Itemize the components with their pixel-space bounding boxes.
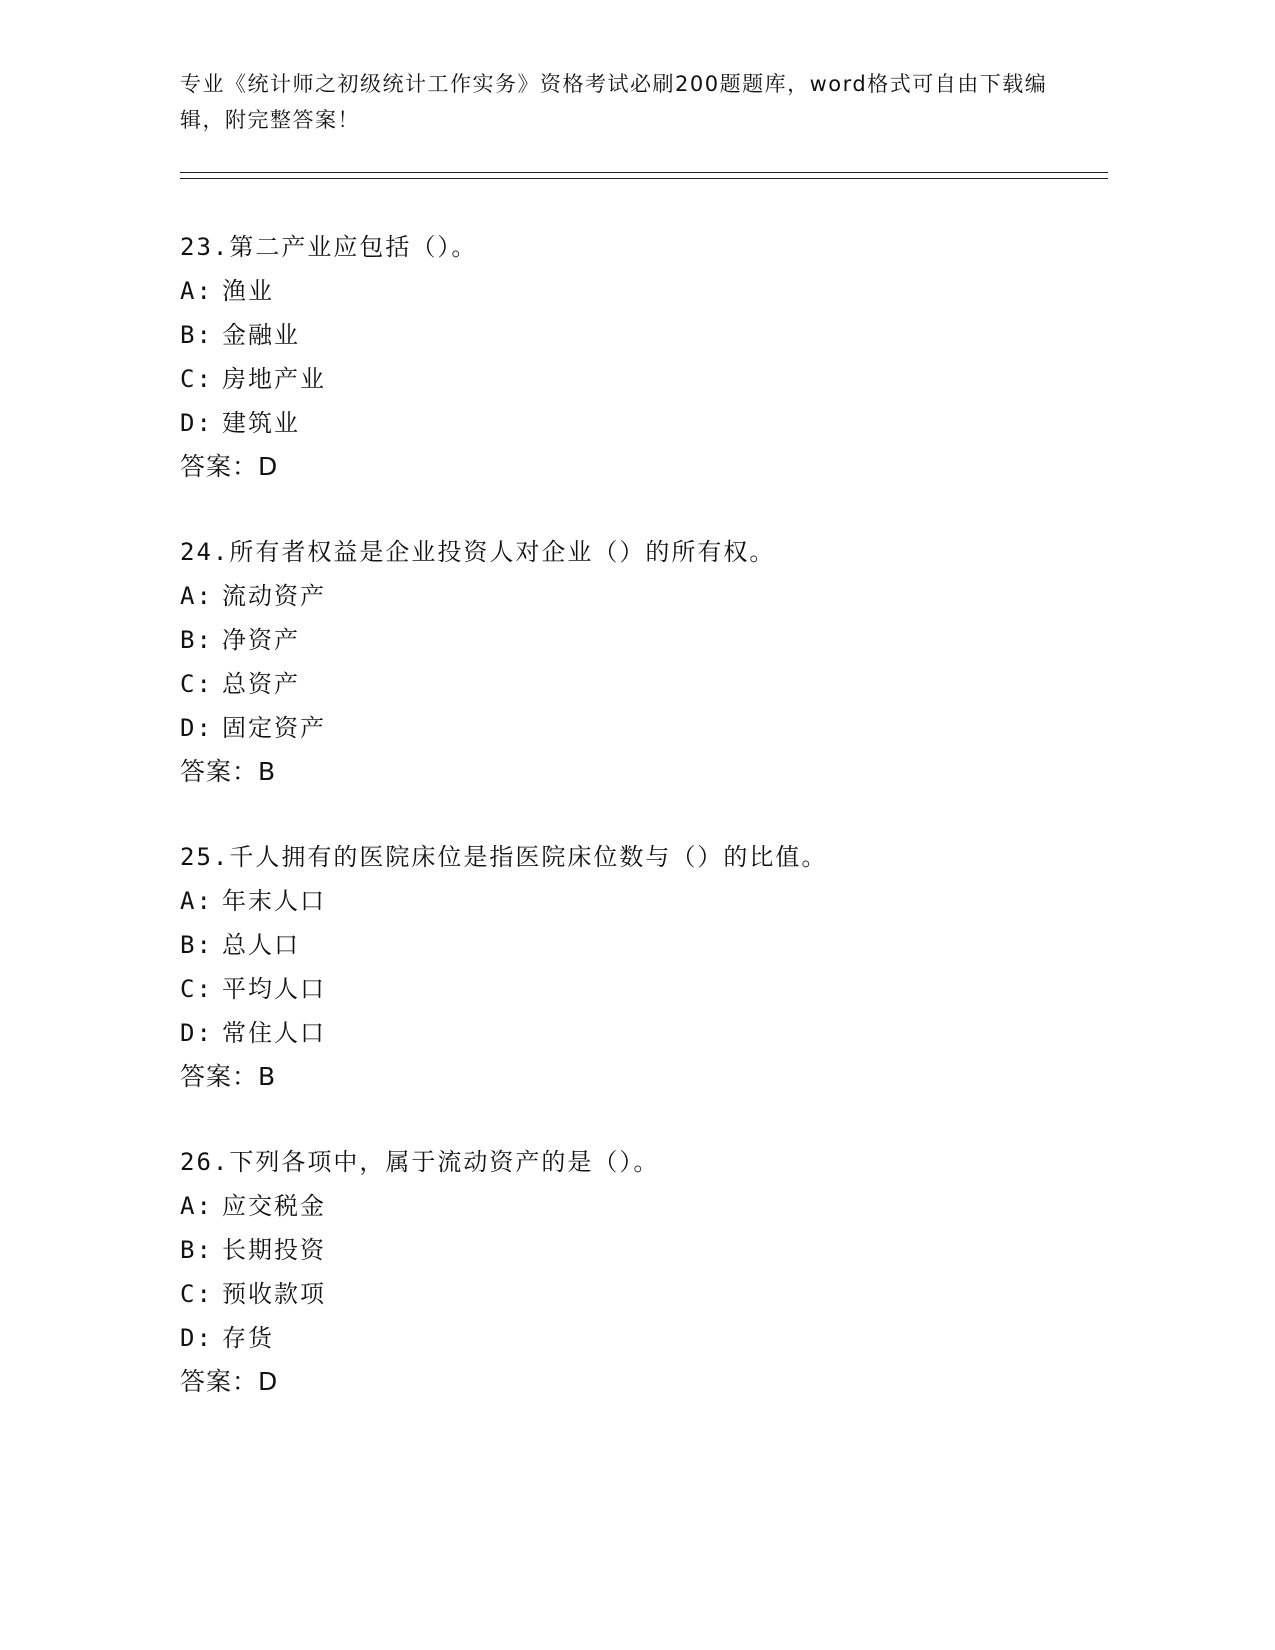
option-label: A: [180,277,213,305]
option-text: 金融业 [222,321,300,349]
option-text: 净资产 [222,626,300,654]
option-label: A: [180,1192,213,1220]
question-block [180,1140,1130,1404]
option-d [180,401,1130,445]
option-label: C: [180,670,213,698]
answer-line: 答案：B [180,757,277,786]
question-stem: 24.所有者权益是企业投资人对企业（）的所有权。 [180,538,776,566]
option-b [180,923,1130,967]
option-text: 长期投资 [222,1236,326,1264]
option-text: 预收款项 [222,1280,326,1308]
option-text: 总资产 [222,670,300,698]
answer-line: 答案：D [180,1367,279,1396]
option-label: B: [180,1236,213,1264]
option-text: 房地产业 [222,365,326,393]
option-b [180,313,1130,357]
question-block [180,835,1130,1099]
question-block [180,225,1130,489]
option-label: D: [180,409,213,437]
option-a [180,1184,1130,1228]
option-b [180,1228,1130,1272]
option-label: B: [180,321,213,349]
option-label: A: [180,582,213,610]
option-text: 应交税金 [222,1192,326,1220]
option-text: 建筑业 [222,409,300,437]
option-text: 存货 [222,1324,274,1352]
option-label: D: [180,1324,213,1352]
question-stem: 25.千人拥有的医院床位是指医院床位数与（）的比值。 [180,843,828,871]
option-label: B: [180,931,213,959]
option-text: 平均人口 [222,975,326,1003]
question-block [180,530,1130,794]
option-a [180,574,1130,618]
option-label: C: [180,975,213,1003]
option-c [180,662,1130,706]
option-text: 固定资产 [222,714,326,742]
option-a [180,269,1130,313]
option-b [180,618,1130,662]
option-label: C: [180,1280,213,1308]
option-d [180,706,1130,750]
option-text: 渔业 [222,277,274,305]
header-divider-bottom [180,178,1108,179]
question-stem: 26.下列各项中，属于流动资产的是（）。 [180,1148,660,1176]
answer-line: 答案：B [180,1062,277,1091]
option-c [180,1272,1130,1316]
option-text: 总人口 [222,931,300,959]
option-text: 常住人口 [222,1019,326,1047]
option-c [180,967,1130,1011]
option-c [180,357,1130,401]
option-a [180,879,1130,923]
header-divider-top [180,172,1108,173]
option-label: D: [180,714,213,742]
answer-line: 答案：D [180,452,279,481]
option-label: B: [180,626,213,654]
option-text: 流动资产 [222,582,326,610]
option-label: A: [180,887,213,915]
option-d [180,1316,1130,1360]
option-d [180,1011,1130,1055]
option-text: 年末人口 [222,887,326,915]
question-stem: 23.第二产业应包括（）。 [180,233,478,261]
option-label: C: [180,365,213,393]
document-header: 专业《统计师之初级统计工作实务》资格考试必刷200题题库，word格式可自由下载编辑，附完整答案！ [180,72,1048,132]
option-label: D: [180,1019,213,1047]
